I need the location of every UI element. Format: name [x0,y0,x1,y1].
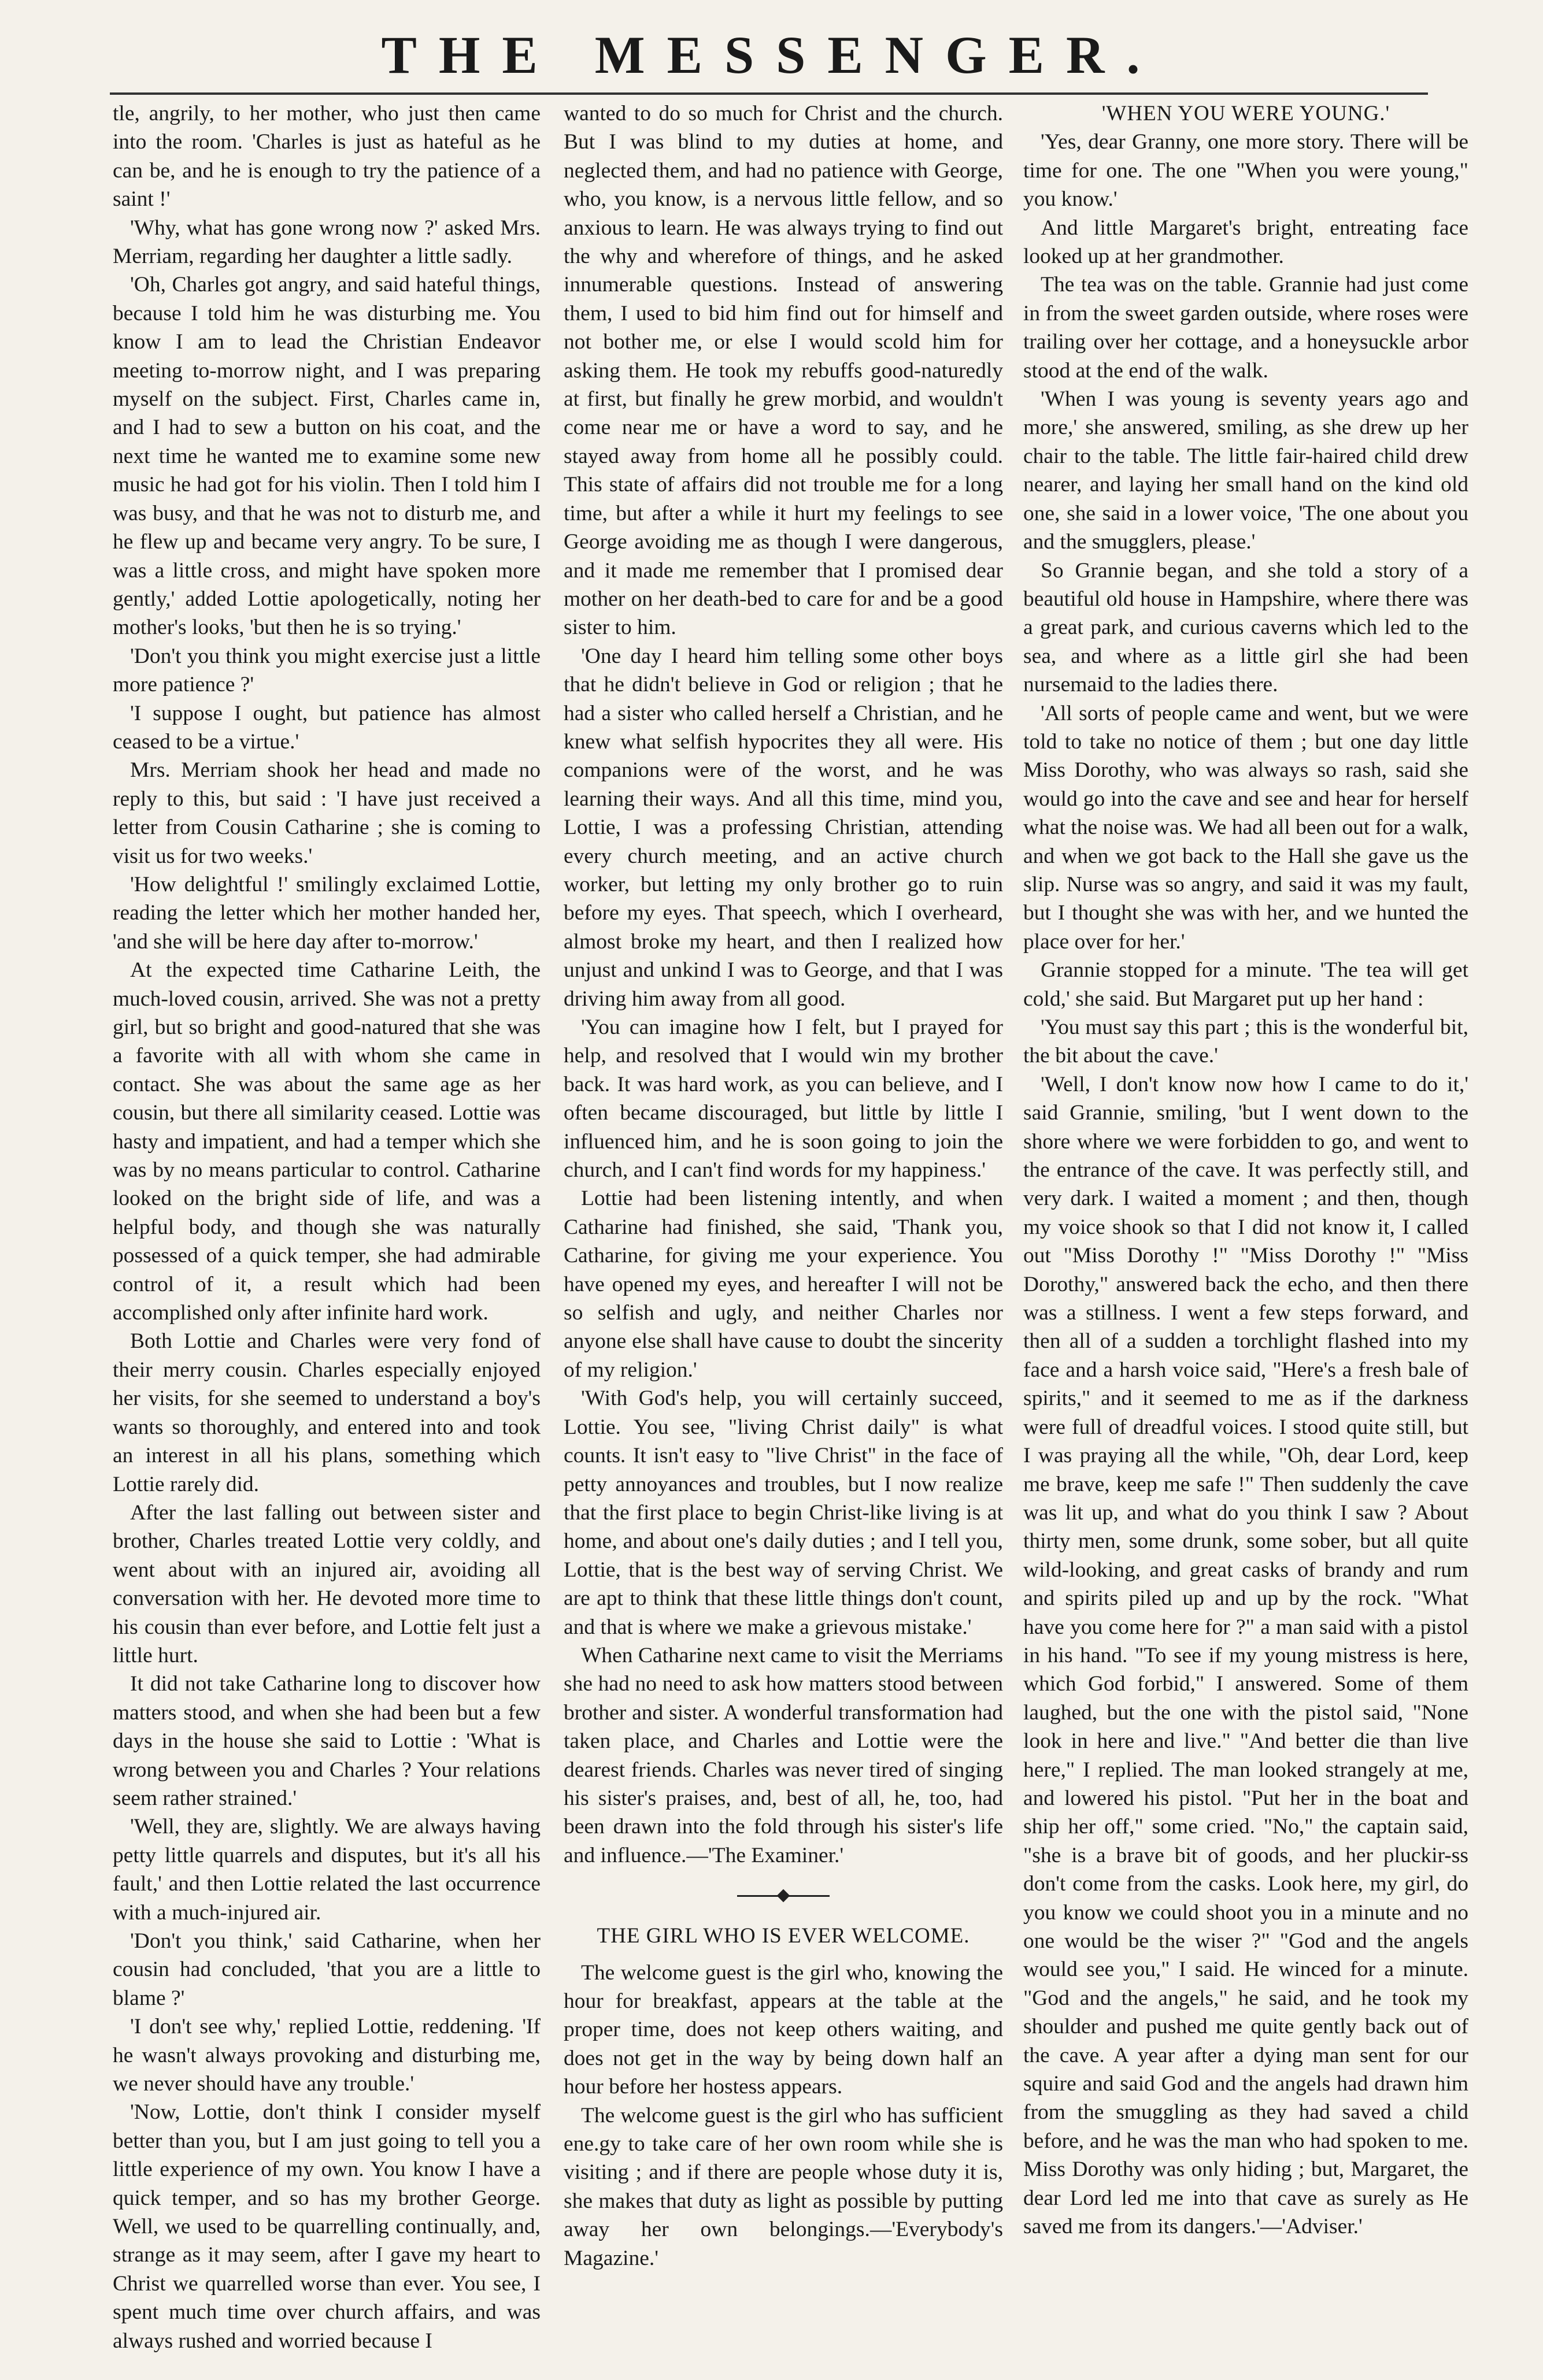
paragraph: 'I suppose I ought, but patience has almost ceased to be a virtue.' [113,701,541,754]
paragraph: 'Don't you think,' said Catharine, when her cousin had concluded, 'that you are a little to blame ?' [113,1929,541,2010]
paragraph: And little Margaret's bright, entreating face looked up at her grandmother. [1023,216,1468,269]
column-1 [113,99,541,2355]
paragraph: The welcome guest is the girl who has sufficient ene.gy to take care of her own room while she is visiting ; and if there are people whose duty it is, she makes that duty as light as possible by putting away her own belongings.—'Everybody's Magazine.' [564,2103,1003,2270]
paragraph: After the last falling out between sister and brother, Charles treated Lottie very coldly, and went about with an injured air, avoiding all conversation with her. He devoted more time to his cousin than ever before, and Lottie felt just a little hurt. [113,1500,541,1667]
article-heading: 'WHEN YOU WERE YOUNG.' [1101,102,1390,125]
masthead-title: THE MESSENGER. [381,25,1162,84]
masthead-rule [110,92,1428,95]
paragraph: 'Why, what has gone wrong now ?' asked Mrs. Merriam, regarding her daughter a little sadly. [113,216,541,269]
paragraph: 'Don't you think you might exercise just a little more patience ?' [113,644,541,697]
paragraph: 'Well, they are, slightly. We are always having petty little quarrels and disputes, but it's all his fault,' and then Lottie related the last occurrence with a much-injured air. [113,1815,541,1925]
paragraph: Lottie had been listening intently, and when Catharine had finished, she said, 'Thank you, Catharine, for giving me your experience. You have opened my eyes, and hereafter I will not be so selfish and ugly, and neither Charles nor anyone else shall have cause to doubt the sincerity of my religion.' [564,1187,1003,1382]
paragraph: Grannie stopped for a minute. 'The tea will get cold,' she said. But Margaret put up her hand : [1023,958,1468,1011]
paragraph: The tea was on the table. Grannie had just come in from the sweet garden outside, where roses were trailing over her cottage, and a honeysuckle arbor stood at the end of the walk. [1023,273,1468,383]
paragraph: It did not take Catharine long to discover how matters stood, and when she had been but a few days in the house she said to Lottie : 'What is wrong between you and Charles ? Your relations seem rather strained.' [113,1672,541,1810]
paragraph: Mrs. Merriam shook her head and made no reply to this, but said : 'I have just received a letter from Cousin Catharine ; she is coming to visit us for two weeks.' [113,758,541,868]
section-divider [564,1870,1003,1922]
paragraph: The welcome guest is the girl who, knowing the hour for breakfast, appears at the table at the proper time, does not keep others waiting, and does not get in the way by being down half an hour before her hostess appears. [564,1960,1003,2099]
paragraph: 'With God's help, you will certainly succeed, Lottie. You see, "living Christ daily" is what counts. It isn't easy to "live Christ" in the face of petty annoyances and troubles, but I now realize that the first place to begin Christ-like living is at home, and about one's daily duties ; and I tell you, Lottie, that is the best way of serving Christ. We are apt to think that these little things don't count, and that is where we make a grievous mistake.' [564,1387,1003,1639]
paragraph: Both Lottie and Charles were very fond of their merry cousin. Charles especially enjoyed her visits, for she seemed to understand a boy's wants so thoroughly, and entered into and took an interest in all his plans, something which Lottie rarely did. [113,1329,541,1496]
paragraph: tle, angrily, to her mother, who just then came into the room. 'Charles is just as hateful as he can be, and he is enough to try the patience of a saint !' [113,102,541,212]
paragraph: 'You must say this part ; this is the wonderful bit, the bit about the cave.' [1023,1015,1468,1068]
paragraph: 'When I was young is seventy years ago and more,' she answered, smiling, as she drew up her chair to the table. The little fair-haired child drew nearer, and laying her small hand on the kind old one, she said in a lower voice, 'The one about you and the smugglers, please.' [1023,387,1468,554]
paragraph: 'Now, Lottie, don't think I consider myself better than you, but I am just going to tell you a little experience of my own. You know I have a quick temper, and so has my brother George. Well, we used to be quarrelling continually, and, strange as it may seem, after I gave my heart to Christ we quarrelled worse than ever. You see, I spent much time over church affairs, and was always rushed and worried because I [113,2100,541,2353]
paragraph: At the expected time Catharine Leith, the much-loved cousin, arrived. She was not a pretty girl, but so bright and good-natured that she was a favorite with all with whom she came in contact. She was about the same age as her cousin, but there all similarity ceased. Lottie was hasty and impatient, and had a temper which she was by no means particular to control. Catharine looked on the bright side of life, and was a helpful body, and though she was naturally possessed of a quick temper, she had admirable control of it, a result which had been accomplished only after infinite hard work. [113,958,541,1325]
paragraph: 'All sorts of people came and went, but we were told to take no notice of them ; but one day little Miss Dorothy, who was always so rash, said she would go into the cave and see and hear for herself what the noise was. We had all been out for a walk, and when we got back to the Hall she gave us the slip. Nurse was so angry, and said it was my fault, but I thought she was with her, and we hunted the place over for her.' [1023,701,1469,954]
column-3 [1023,99,1468,2241]
paragraph: 'Oh, Charles got angry, and said hateful things, because I told him he was disturbing me. You know I am to lead the Christian Endeavor meeting to-morrow night, and I was preparing myself on the subject. First, Charles came in, and I had to sew a button on his coat, and the next time he wanted me to examine some new music he had got for his violin. Then I told him I was busy, and that he was not to disturb me, and he flew up and became very angry. To be sure, I was a little cross, and might have spoken more gently,' added Lottie apologetically, noting her mother's looks, 'but then he is so trying.' [113,273,541,640]
paragraph: 'How delightful !' smilingly exclaimed Lottie, reading the letter which her mother handed her, 'and she will be here day after to-morrow.' [113,872,541,954]
paragraph: 'I don't see why,' replied Lottie, reddening. 'If he wasn't always provoking and disturbing me, we never should have any trouble.' [113,2015,541,2096]
paragraph: 'Yes, dear Granny, one more story. There will be time for one. The one "When you were young," you know.' [1023,130,1468,212]
column-2 [564,99,1003,2273]
paragraph: 'You can imagine how I felt, but I prayed for help, and resolved that I would win my brother back. It was hard work, as you can believe, and I often became discouraged, but little by little I influenced him, and he is soon going to join the church, and I can't find words for my happiness.' [564,1015,1003,1182]
article-heading: THE GIRL WHO IS EVER WELCOME. [597,1924,970,1948]
paragraph: When Catharine next came to visit the Merriams she had no need to ask how matters stood between brother and sister. A wonderful transformation had taken place, and Charles and Lottie were the dearest friends. Charles was never tired of singing his sister's praises, and, best of all, he, too, had been drawn into the fold through his sister's life and influence.—'The Examiner.' [564,1643,1003,1867]
paragraph: wanted to do so much for Christ and the church. But I was blind to my duties at home, and neglected them, and had no patience with George, who, you know, is a nervous little fellow, and so anxious to learn. He was always trying to find out the why and wherefore of things, and he asked innumerable questions. Instead of answering them, I used to bid him find out for himself and not bother me, or else I would scold him for asking them. He took my rebuffs good-naturedly at first, but finally he grew morbid, and wouldn't come near me or have a word to say, and he stayed away from home all he possibly could. This state of affairs did not trouble me for a long time, but after a while it hurt my feelings to see George avoiding me as though I were dangerous, and it made me remember that I promised dear mother on her death-bed to care for and be a good sister to him. [564,102,1003,640]
paragraph: So Grannie began, and she told a story of a beautiful old house in Hampshire, where there was a great park, and curious caverns which led to the sea, and where as a little girl she had been nursemaid to the ladies there. [1023,558,1468,697]
paragraph: 'Well, I don't know now how I came to do it,' said Grannie, smiling, 'but I went down to the shore where we were forbidden to go, and went to the entrance of the cave. It was perfectly still, and very dark. I waited a moment ; and then, though my voice shook so that I did not know it, I called out "Miss Dorothy !" "Miss Dorothy !" "Miss Dorothy," answered back the echo, and then there was a stillness. I went a few steps forward, and then all of a sudden a torchlight flashed into my face and a harsh voice said, "Here's a fresh bale of spirits," and it seemed to me as if the darkness were full of dreadful voices. I stood quite still, but I was praying all the while, "Oh, dear Lord, keep me brave, keep me safe !" Then suddenly the cave was lit up, and what do you think I saw ? About thirty men, some drunk, some sober, but all quite wild-looking, and great casks of brandy and rum and spirits piled up and up by the rock. "What have you come here for ?" a man said with a pistol in his hand. "To see if my young mistress is here, which God forbid," I answered. Some of them laughed, but the one with the pistol said, "None look in here and live." "And better die than live here," I replied. The man looked strangely at me, and lowered his pistol. "Put her in the boat and ship her off," some cried. "No," the captain said, "she is a brave bit of goods, and her pluckir-ss don't come from the casks. Look here, my girl, do you know we could shoot you in a minute and no one would be the wiser ?" "God and the angels would see you," I said. He winced for a minute. "God and the angels," he said, and he took my shoulder and pushed me quite gently back out of the cave. A year after a dying man sent for our squire and said God and the angels had drawn him from the smuggling as they had saved a child before, and he was the man who had spoken to me. Miss Dorothy was only hiding ; but, Margaret, the dear Lord led me into that cave as surely as He saved me from its dangers.'—'Adviser.' [1023,1072,1468,2239]
paragraph: 'One day I heard him telling some other boys that he didn't believe in God or religion ; that he had a sister who called herself a Christian, and he knew what selfish hypocrites they all were. His companions were of the worst, and he was learning their ways. And all this time, mind you, Lottie, I was a professing Christian, attending every church meeting, and an active church worker, but letting my only brother go to ruin before my eyes. That speech, which I overheard, almost broke my heart, and then I realized how unjust and unkind I was to George, and that I was driving him away from all good. [564,644,1003,1011]
